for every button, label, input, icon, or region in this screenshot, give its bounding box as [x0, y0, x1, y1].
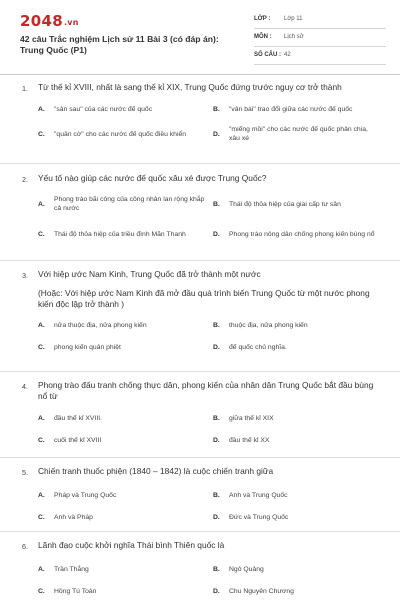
options-grid — [38, 102, 378, 144]
option-text: Thái độ thỏa hiệp của giai cấp tư sản — [229, 200, 341, 208]
option-d[interactable] — [213, 434, 386, 446]
question-note: (Hoặc: Với hiệp ước Nam Kinh đã mở đầu quá trình biến Trung Quốc từ một nước phong kiến độc lập trở thành ) — [38, 288, 370, 309]
option-letter: A. — [38, 321, 45, 329]
question-item — [0, 372, 400, 458]
option-b[interactable] — [213, 489, 386, 501]
options-grid — [38, 194, 378, 244]
option-letter: C. — [38, 230, 45, 238]
meta-value: Lịch sử — [284, 34, 304, 40]
option-letter: D. — [213, 130, 220, 138]
option-text: thuộc địa, nửa phong kiến — [229, 321, 308, 329]
option-d[interactable] — [213, 511, 386, 523]
option-letter: A. — [38, 565, 45, 573]
option-b[interactable] — [213, 319, 386, 331]
option-text: Phong trào bãi công của công nhân lan rộng khắp cả nước — [54, 196, 205, 212]
option-text: đế quốc chủ nghĩa. — [229, 343, 287, 351]
options-grid — [38, 489, 378, 523]
option-letter: D. — [213, 513, 220, 521]
question-text: Phong trào đấu tranh chống thực dân, phong kiến của nhân dân Trung Quốc bắt đầu bùng nổ từ — [38, 380, 374, 401]
question-number: 5. — [22, 468, 28, 477]
option-text: giữa thế kỉ XIX — [229, 414, 274, 422]
option-letter: B. — [213, 200, 220, 208]
question-head — [22, 173, 378, 185]
question-number: 4. — [22, 382, 28, 391]
meta-value: 42 — [284, 52, 291, 58]
header-divider — [0, 74, 400, 75]
question-head — [22, 82, 378, 94]
option-letter: D. — [213, 230, 220, 238]
option-d[interactable] — [213, 124, 386, 144]
option-text: Anh và Pháp — [54, 513, 93, 521]
option-letter: A. — [38, 200, 45, 208]
meta-row-count — [254, 50, 386, 65]
question-item — [0, 82, 400, 164]
option-c[interactable] — [38, 511, 211, 523]
logo-suffix: .vn — [63, 18, 79, 27]
option-letter: C. — [38, 587, 45, 595]
page-header — [0, 0, 400, 72]
option-text: "vân bài" trao đổi giữa các nước đế quốc — [229, 105, 353, 113]
question-number: 6. — [22, 542, 28, 551]
option-letter: B. — [213, 105, 220, 113]
option-c[interactable] — [38, 434, 211, 446]
question-head — [22, 380, 378, 402]
question-item — [0, 532, 400, 600]
question-item — [0, 261, 400, 372]
option-letter: D. — [213, 587, 220, 595]
question-text: Chiến tranh thuốc phiện (1840 – 1842) là cuộc chiến tranh giữa — [38, 466, 274, 476]
question-text: Yếu tố nào giúp các nước đế quốc xâu xé được Trung Quốc? — [38, 173, 267, 183]
option-text: đầu thế kỉ XVIII. — [54, 414, 102, 422]
option-c[interactable] — [38, 585, 211, 597]
option-letter: A. — [38, 491, 45, 499]
options-grid — [38, 563, 378, 597]
question-head — [22, 540, 378, 552]
question-number: 1. — [22, 84, 28, 93]
question-number: 2. — [22, 175, 28, 184]
meta-label: LỚP : — [254, 16, 271, 22]
option-letter: C. — [38, 343, 45, 351]
option-letter: C. — [38, 130, 45, 138]
question-item — [0, 458, 400, 532]
option-text: phong kiến quân phiệt — [54, 343, 121, 351]
option-letter: A. — [38, 414, 45, 422]
question-text: Từ thế kỉ XVIII, nhất là sang thế kỉ XIX, Trung Quốc đứng trước nguy cơ trở thành — [38, 82, 342, 92]
option-text: Phong trào nông dân chống phong kiến bùng nổ — [229, 230, 375, 238]
meta-panel — [254, 14, 386, 68]
option-text: "sân sau" của các nước đế quốc — [54, 105, 153, 113]
option-text: Pháp và Trung Quốc — [54, 491, 117, 499]
meta-row-subject — [254, 32, 386, 47]
question-head — [22, 466, 378, 478]
question-list — [0, 82, 400, 600]
option-letter: A. — [38, 105, 45, 113]
option-letter: C. — [38, 436, 45, 444]
option-a[interactable] — [38, 489, 211, 501]
site-logo[interactable] — [20, 12, 79, 30]
logo-text: 2048 — [20, 12, 63, 30]
option-text: nửa thuộc địa, nửa phong kiến — [54, 321, 147, 329]
option-text: "miếng mồi" cho các nước đế quốc phân chia, xâu xé — [229, 126, 368, 142]
option-c[interactable] — [38, 124, 211, 144]
option-letter: B. — [213, 565, 220, 573]
option-text: "quân cờ" cho các nước đế quốc điều khiển — [54, 130, 187, 138]
question-head — [22, 269, 378, 281]
option-b[interactable] — [213, 563, 386, 575]
option-letter: B. — [213, 491, 220, 499]
option-a[interactable] — [38, 194, 211, 214]
option-a[interactable] — [38, 563, 211, 575]
question-number: 3. — [22, 271, 28, 280]
option-letter: D. — [213, 343, 220, 351]
document-title: 42 câu Trắc nghiệm Lịch sử 11 Bài 3 (có đáp án): Trung Quốc (P1) — [20, 34, 219, 55]
question-item — [0, 164, 400, 261]
meta-label: MÔN : — [254, 34, 272, 40]
option-text: Chu Nguyên Chương — [229, 587, 294, 595]
option-letter: D. — [213, 436, 220, 444]
option-text: đầu thế kỉ XX — [229, 436, 270, 444]
option-b[interactable] — [213, 102, 386, 116]
meta-row-class — [254, 14, 386, 29]
option-a[interactable] — [38, 319, 211, 331]
option-c[interactable] — [38, 224, 211, 244]
option-a[interactable] — [38, 412, 211, 424]
option-b[interactable] — [213, 194, 386, 214]
options-grid — [38, 319, 378, 353]
meta-label: SỐ CÂU : — [254, 52, 281, 58]
option-letter: B. — [213, 321, 220, 329]
option-d[interactable] — [213, 224, 386, 244]
options-grid — [38, 412, 378, 446]
option-b[interactable] — [213, 412, 386, 424]
option-text: cuối thế kỉ XVIII — [54, 436, 102, 444]
option-letter: C. — [38, 513, 45, 521]
option-a[interactable] — [38, 102, 211, 116]
option-c[interactable] — [38, 341, 211, 353]
option-text: Đức và Trung Quốc — [229, 513, 289, 521]
option-text: Anh và Trung Quốc — [229, 491, 288, 499]
question-text: Với hiệp ước Nam Kinh, Trung Quốc đã trở thành một nước — [38, 269, 261, 279]
option-text: Trần Thắng — [54, 565, 89, 573]
option-text: Ngô Quảng — [229, 565, 264, 573]
meta-value: Lớp 11 — [284, 16, 303, 22]
option-text: Thái độ thỏa hiệp của triều đình Mãn Thanh — [54, 230, 186, 238]
option-text: Hồng Tú Toàn — [54, 587, 97, 595]
option-d[interactable] — [213, 585, 386, 597]
option-d[interactable] — [213, 341, 386, 353]
question-text: Lãnh đạo cuộc khởi nghĩa Thái bình Thiên quốc là — [38, 540, 225, 550]
option-letter: B. — [213, 414, 220, 422]
